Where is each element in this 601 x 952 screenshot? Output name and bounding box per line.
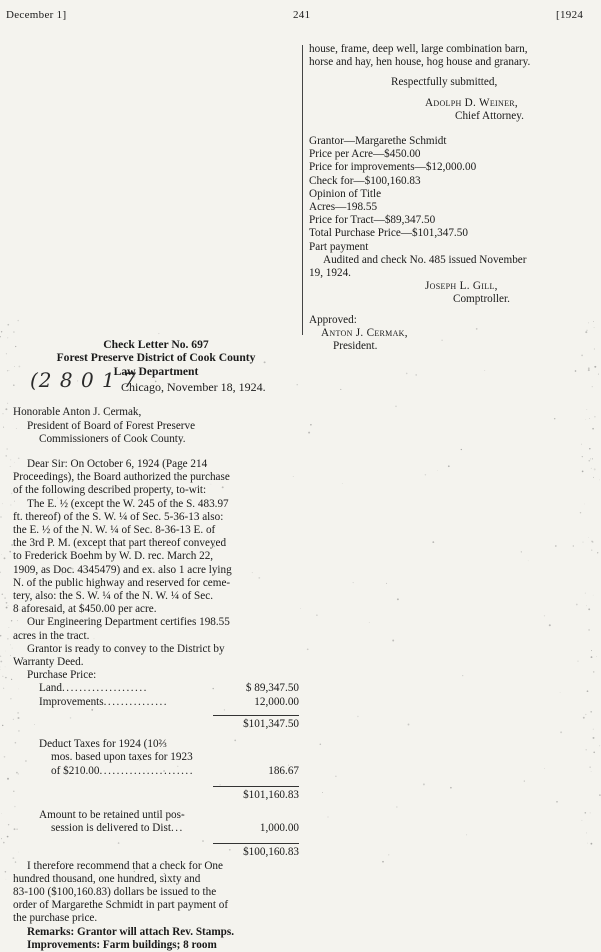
- recommend-line: the purchase price.: [13, 912, 299, 925]
- speckle: [593, 477, 594, 478]
- speckle: [593, 595, 594, 596]
- speckle: [585, 714, 586, 715]
- speckle: [573, 545, 574, 546]
- speckle: [10, 460, 11, 461]
- speckle: [593, 751, 595, 753]
- speckle: [340, 389, 341, 390]
- speckle: [586, 409, 587, 410]
- summary-line: Part payment: [309, 241, 579, 254]
- speckle: [322, 792, 323, 793]
- column-divider: [302, 45, 303, 335]
- summary-line: Price for improvements—$12,000.00: [309, 161, 579, 174]
- speckle: [0, 635, 1, 637]
- speckle: [592, 386, 593, 387]
- speckle: [10, 645, 11, 646]
- speckle: [585, 331, 587, 333]
- speckle: [594, 366, 596, 368]
- body-line: ft. thereof) of the S. W. ¼ of Sec. 5-36-13 also:: [13, 511, 299, 524]
- speckle: [590, 458, 591, 459]
- speckle: [1, 813, 2, 814]
- attorney-name: Adolph D. Weiner,: [309, 97, 579, 110]
- body-line: of the following described property, to-wit:: [13, 484, 299, 497]
- body-line: Our Engineering Department certifies 198.55: [13, 616, 299, 629]
- summary-line: Check for—$100,160.83: [309, 175, 579, 188]
- improvements-label: Improvements: [39, 696, 104, 708]
- speckle: [587, 330, 588, 331]
- speckle: [583, 717, 585, 719]
- speckle: [461, 449, 462, 450]
- closing-salutation: Respectfully submitted,: [309, 76, 579, 89]
- speckle: [6, 602, 8, 604]
- check-letter: [13, 338, 299, 952]
- speckle: [576, 604, 578, 606]
- body-line: The E. ½ (except the W. 245 of the S. 483.97: [13, 498, 299, 511]
- speckle: [7, 324, 9, 326]
- comptroller-name: Joseph L. Gill,: [309, 280, 579, 293]
- speckle: [585, 812, 587, 814]
- speckle: [0, 571, 1, 573]
- speckle: [592, 541, 594, 543]
- summary-line: Price per Acre—$450.00: [309, 148, 579, 161]
- speckle: [598, 374, 599, 375]
- body-line: 8 aforesaid, at $450.00 per acre.: [13, 603, 299, 616]
- speckle: [10, 655, 11, 656]
- running-header-year: [1924: [556, 9, 583, 21]
- speckle: [415, 374, 417, 376]
- speckle: [392, 640, 394, 642]
- speckle: [382, 861, 384, 863]
- speckle: [2, 725, 3, 726]
- summary-line: Opinion of Title: [309, 188, 579, 201]
- speckle: [560, 731, 562, 733]
- speckle: [9, 551, 11, 553]
- speckle: [581, 444, 582, 445]
- improvements-remark-line: Improvements: Farm buildings; 8 room: [13, 939, 299, 952]
- speckle: [466, 835, 467, 836]
- body-line: Warranty Deed.: [13, 656, 299, 669]
- speckle: [588, 367, 590, 369]
- retain-row: session is delivered to Dist... 1,000.00: [13, 822, 299, 835]
- speckle: [593, 737, 595, 739]
- speckle: [5, 408, 7, 410]
- speckle: [590, 711, 592, 713]
- speckle: [450, 787, 452, 789]
- speckle: [6, 879, 7, 880]
- speckle: [590, 767, 591, 768]
- speckle: [397, 598, 399, 600]
- land-label: Land: [39, 682, 62, 694]
- deduct-row: of $210.00...................... 186.67: [13, 765, 299, 778]
- speckle: [582, 456, 583, 457]
- attorney-title: Chief Attorney.: [309, 110, 579, 123]
- addressee-line: President of Board of Forest Preserve: [13, 420, 299, 433]
- summary-line: Acres—198.55: [309, 201, 579, 214]
- speckle: [585, 749, 586, 750]
- comptroller-title: Comptroller.: [309, 293, 579, 306]
- speckle: [0, 516, 1, 517]
- speckle: [581, 820, 582, 821]
- recommend-line: order of Margarethe Schmidt in part payment of: [13, 899, 299, 912]
- speckle: [581, 355, 583, 357]
- right-column: [309, 43, 579, 353]
- speckle: [2, 503, 3, 504]
- speckle: [528, 560, 529, 561]
- remarks-line: Remarks: Grantor will attach Rev. Stamps.: [13, 926, 299, 939]
- speckle: [5, 871, 7, 873]
- speckle: [357, 716, 358, 717]
- speckle: [593, 321, 594, 322]
- speckle: [395, 406, 397, 408]
- speckle: [353, 582, 354, 583]
- body-line: the 3rd P. M. (except that part thereof conveyed: [13, 537, 299, 550]
- speckle: [1, 331, 2, 332]
- improvements-row: Improvements............... 12,000.00: [13, 696, 299, 709]
- speckle: [342, 483, 343, 484]
- speckle: [6, 607, 8, 609]
- speckle: [5, 667, 6, 668]
- speckle: [586, 605, 587, 606]
- summary-line: Grantor—Margarethe Schmidt: [309, 135, 579, 148]
- body-line: Dear Sir: On October 6, 1924 (Page 214: [13, 458, 299, 471]
- speckle: [591, 650, 592, 651]
- speckle: [591, 550, 592, 551]
- speckle: [3, 842, 5, 844]
- body-line: to Frederick Boehm by W. D. rec. March 22,: [13, 550, 299, 563]
- speckle: [425, 474, 426, 475]
- audited-line: 19, 1924.: [309, 267, 579, 280]
- recommend-line: hundred thousand, one hundred, sixty and: [13, 873, 299, 886]
- speckle: [2, 676, 3, 677]
- speckle: [0, 656, 1, 657]
- speckle: [0, 661, 2, 663]
- deduct-label: of $210.00: [51, 765, 99, 777]
- speckle: [4, 557, 6, 559]
- speckle: [524, 781, 525, 782]
- speckle: [594, 348, 595, 349]
- speckle: [591, 771, 592, 772]
- speckle: [316, 614, 317, 615]
- speckle: [7, 448, 8, 449]
- speckle: [7, 338, 8, 339]
- speckle: [555, 545, 557, 547]
- body-line: 1909, as Doc. 4345479) and ex. also 1 acre lying: [13, 564, 299, 577]
- speckle: [544, 615, 545, 616]
- speckle: [585, 593, 586, 594]
- speckle: [8, 824, 9, 825]
- letter-department: Law Department: [13, 365, 299, 378]
- speckle: [549, 624, 551, 626]
- speckle: [2, 593, 4, 595]
- speckle: [1, 554, 2, 555]
- speckle: [599, 794, 601, 796]
- speckle: [544, 768, 545, 769]
- speckle: [591, 656, 593, 658]
- speckle: [396, 807, 397, 808]
- speckle: [1, 838, 2, 839]
- speckle: [10, 505, 11, 506]
- speckle: [10, 698, 11, 699]
- speckle: [589, 418, 590, 419]
- deduct-value: 186.67: [235, 765, 299, 778]
- speckle: [591, 468, 592, 469]
- speckle: [10, 466, 11, 467]
- check-amount-total: $100,160.83: [213, 843, 299, 859]
- speckle: [587, 843, 588, 844]
- speckle: [328, 817, 329, 818]
- letter-organization: Forest Preserve District of Cook County: [13, 351, 299, 364]
- speckle: [3, 413, 4, 414]
- speckle: [588, 608, 590, 610]
- page-number: 241: [293, 9, 310, 21]
- speckle: [386, 583, 387, 584]
- speckle: [587, 690, 589, 692]
- speckle: [6, 353, 7, 354]
- speckle: [423, 783, 425, 785]
- land-value: $ 89,347.50: [235, 682, 299, 695]
- speckle: [594, 327, 595, 328]
- speckle: [593, 729, 594, 730]
- speckle: [590, 812, 591, 813]
- speckle: [582, 471, 584, 473]
- addressee-line: Honorable Anton J. Cermak,: [13, 406, 299, 419]
- retain-line: Amount to be retained until pos-: [13, 809, 299, 822]
- speckle: [7, 638, 8, 639]
- speckle: [406, 373, 408, 375]
- speckle: [13, 331, 15, 333]
- body-line: Grantor is ready to convey to the District by: [13, 643, 299, 656]
- speckle: [7, 403, 8, 404]
- approved-label: Approved:: [309, 314, 579, 327]
- speckle: [589, 448, 590, 449]
- speckle: [5, 651, 6, 652]
- speckle: [580, 512, 581, 513]
- speckle: [307, 648, 309, 650]
- audited-line: Audited and check No. 485 issued November: [309, 254, 579, 267]
- purchase-price-label: Purchase Price:: [13, 669, 299, 682]
- recommend-line: I therefore recommend that a check for One: [13, 860, 299, 873]
- speckle: [584, 504, 585, 505]
- speckle: [592, 428, 594, 430]
- speckle: [484, 370, 485, 371]
- speckle: [586, 832, 587, 833]
- speckle: [588, 537, 589, 538]
- speckle: [599, 745, 600, 746]
- speckle: [158, 333, 159, 334]
- speckle: [554, 418, 555, 419]
- speckle: [521, 551, 522, 552]
- speckle: [320, 744, 322, 746]
- speckle: [594, 416, 596, 418]
- addressee-line: Commissioners of Cook County.: [13, 433, 299, 446]
- speckle: [9, 370, 10, 371]
- speckle: [560, 692, 561, 693]
- speckle: [591, 541, 593, 543]
- speckle: [7, 370, 8, 371]
- body-line: Proceedings), the Board authorized the purchase: [13, 471, 299, 484]
- body-line: acres in the tract.: [13, 630, 299, 643]
- president-title: President.: [309, 340, 579, 353]
- land-row: Land.................... $ 89,347.50: [13, 682, 299, 695]
- speckle: [388, 854, 389, 855]
- speckle: [3, 688, 4, 689]
- subtotal-purchase: $101,347.50: [213, 715, 299, 731]
- speckle: [310, 424, 312, 426]
- speckle: [0, 336, 1, 337]
- handwritten-number: (2 8 0 1 7: [30, 368, 137, 392]
- deduct-line: Deduct Taxes for 1924 (10⅔: [13, 738, 299, 751]
- speckle: [588, 369, 590, 371]
- speckle: [588, 460, 590, 462]
- speckle: [300, 608, 301, 609]
- summary-line: Price for Tract—$89,347.50: [309, 214, 579, 227]
- president-name: Anton J. Cermak,: [309, 327, 579, 340]
- speckle: [462, 675, 463, 676]
- speckle: [592, 458, 593, 459]
- subtotal-after-taxes: $101,160.83: [213, 786, 299, 802]
- improvements-value: 12,000.00: [235, 696, 299, 709]
- speckle: [335, 776, 336, 777]
- speckle: [593, 671, 595, 673]
- speckle: [9, 627, 10, 628]
- speckle: [597, 552, 598, 553]
- speckle: [17, 320, 18, 321]
- speckle: [432, 541, 434, 543]
- speckle: [4, 597, 5, 598]
- speckle: [556, 801, 558, 803]
- speckle: [408, 724, 410, 726]
- speckle: [588, 323, 589, 324]
- retain-label: session is delivered to Dist: [51, 822, 171, 834]
- speckle: [6, 455, 7, 456]
- speckle: [591, 843, 593, 845]
- deduct-line: mos. based upon taxes for 1923: [13, 751, 299, 764]
- continuation-line: house, frame, deep well, large combination barn,: [309, 43, 579, 56]
- recommend-line: 83-100 ($100,160.83) dollars be issued to the: [13, 886, 299, 899]
- speckle: [594, 468, 596, 470]
- speckle: [4, 756, 6, 758]
- summary-block: [309, 135, 579, 254]
- speckle: [588, 629, 590, 631]
- speckle: [583, 542, 584, 543]
- continuation-line: horse and hay, hen house, hog house and granary.: [309, 56, 579, 69]
- speckle: [7, 778, 9, 780]
- speckle: [5, 677, 6, 678]
- speckle: [599, 480, 600, 481]
- running-header-date: December 1]: [6, 9, 66, 21]
- speckle: [585, 419, 586, 420]
- speckle: [308, 432, 310, 434]
- speckle: [3, 427, 4, 428]
- speckle: [7, 605, 8, 606]
- speckle: [596, 656, 597, 657]
- summary-line: Total Purchase Price—$101,347.50: [309, 227, 579, 240]
- speckle: [575, 370, 577, 372]
- body-line: tery, also: the S. W. ¼ of the N. W. ¼ of Sec.: [13, 590, 299, 603]
- speckle: [448, 465, 450, 467]
- letter-title: Check Letter No. 697: [13, 338, 299, 351]
- body-line: the E. ½ of the N. W. ¼ of Sec. 8-36-13 E. of: [13, 524, 299, 537]
- speckle: [7, 836, 9, 838]
- speckle: [437, 470, 438, 471]
- body-line: N. of the public highway and reserved for ceme-: [13, 577, 299, 590]
- speckle: [577, 661, 578, 662]
- retain-value: 1,000.00: [235, 822, 299, 835]
- letter-date: Chicago, November 18, 1924.: [13, 381, 299, 394]
- speckle: [369, 622, 370, 623]
